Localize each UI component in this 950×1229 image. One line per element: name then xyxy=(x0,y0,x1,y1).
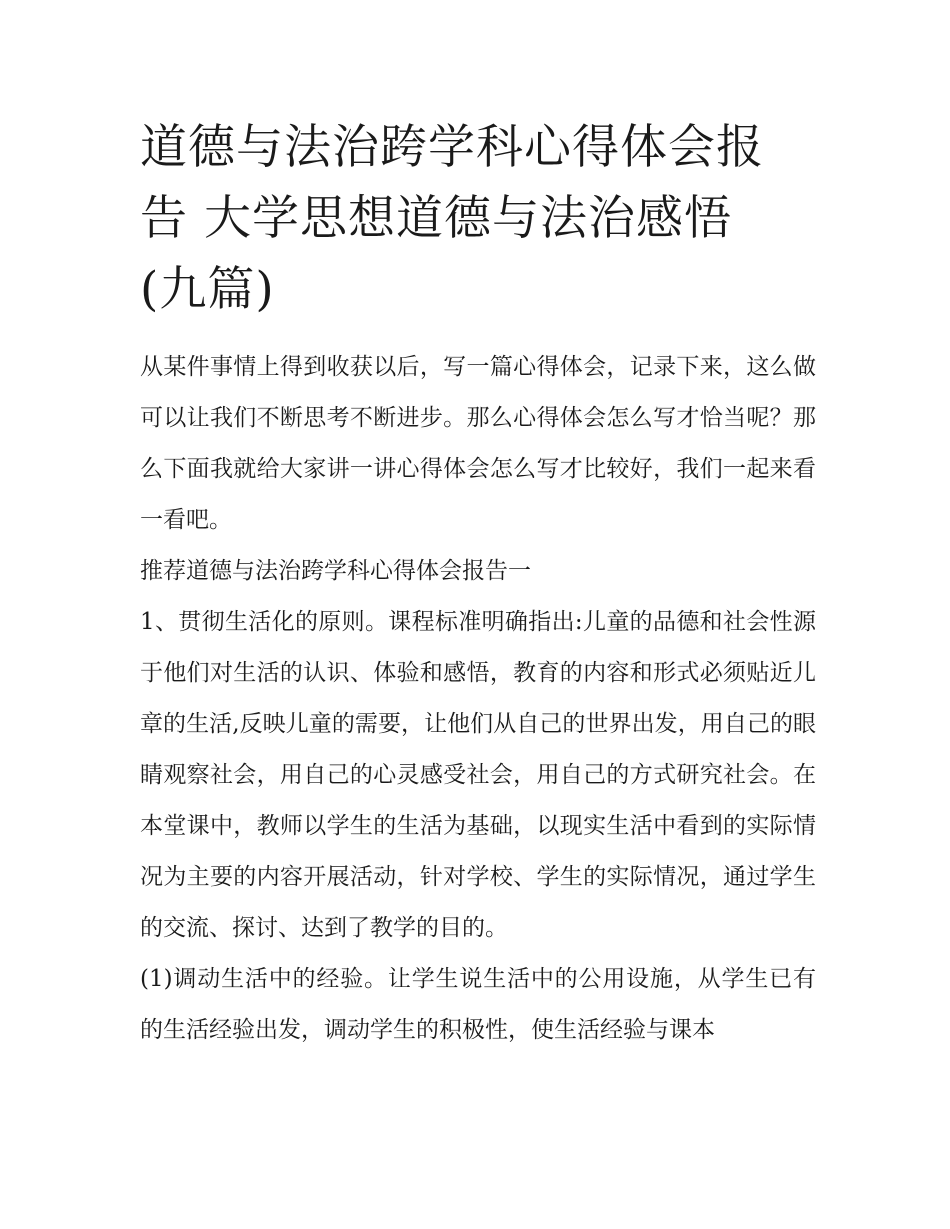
document-page xyxy=(140,112,816,1056)
section-heading: 推荐道德与法治跨学科心得体会报告一 xyxy=(140,558,531,584)
intro-paragraph: 从某件事情上得到收获以后，写一篇心得体会，记录下来，这么做可以让我们不断思考不断进步。那么心得体会怎么写才恰当呢？那么下面我就给大家讲一讲心得体会怎么写才比较好，我们一起来看一看吧。 xyxy=(140,354,816,533)
title-line-2: 告 大学思想道德与法治感悟 xyxy=(140,191,732,246)
body-paragraph-2: (1)调动生活中的经验。让学生说生活中的公用设施，从学生已有的生活经验出发，调动学生的积极性，使生活经验与课本 xyxy=(140,966,816,1043)
title-line-1: 道德与法治跨学科心得体会报 xyxy=(140,120,764,175)
body-paragraph-1: 1、贯彻生活化的原则。课程标准明确指出:儿童的品德和社会性源于他们对生活的认识、体验和感悟，教育的内容和形式必须贴近儿章的生活,反映儿童的需要，让他们从自己的世界出发，用自己的眼睛观察社会，用自己的心灵感受社会，用自己的方式研究社会。在本堂课中，教师以学生的生活为基础，以现实生活中看到的实际情况为主要的内容开展活动，针对学校、学生的实际情况，通过学生的交流、探讨、达到了教学的目的。 xyxy=(140,609,816,941)
title-line-3: (九篇) xyxy=(140,262,275,317)
document-title xyxy=(140,112,816,325)
